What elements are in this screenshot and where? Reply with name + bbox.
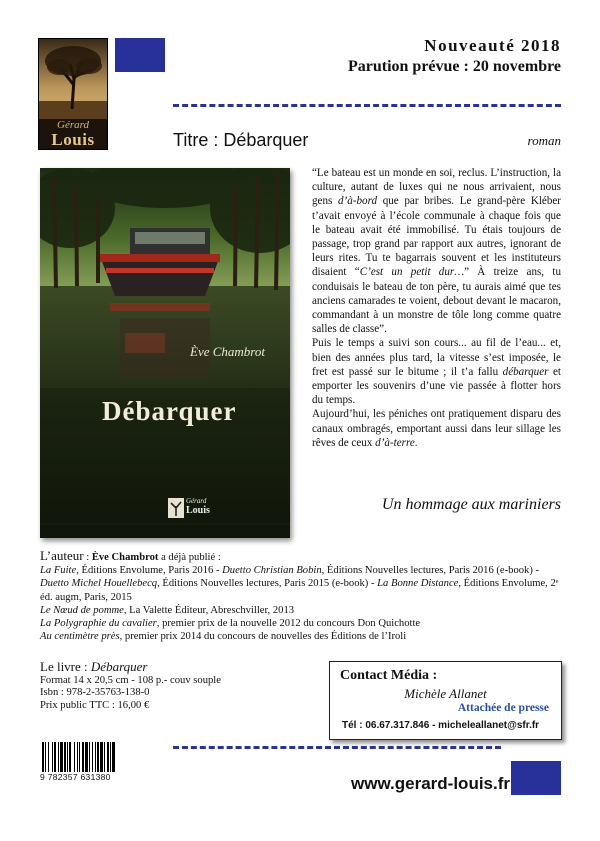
decorative-square-top xyxy=(115,38,165,72)
contact-name: Michèle Allanet xyxy=(404,686,487,701)
cover-publisher-small: Gérard xyxy=(186,497,207,505)
excerpt-paragraph-2: Puis le temps a suivi son cours... au fil de l’eau... et, bien des années plus tard, la vitesse s’est imposée, le fret est passé sur le bitume ; il t’a fallu débarquer et emporter les souvenirs d’une vie passée à flotter hors du temps. xyxy=(312,337,561,407)
excerpt-paragraph-1: “Le bateau est un monde en soi, reclus. L’instruction, la culture, autant de luxes qui ne nous arrivaient, nous gens d’à-bord que par bribes. Le grand-père Kléber t’avait envoyé à l’école communale à chaque fois que le bateau avait été immobilisé. Tu étais toujours de passage, trop grand par rapport aux autres, ignorant de leurs rites. Tu te bagarrais souvent et les instituteurs disaient “C’est un petit dur…” À treize ans, tu conduisais le bateau de ton père, tu aurais aimé que tes anciens camarades te voient, debout devant le macaron, commandant à un monstre de tôle long comme quatre salles de classe”. xyxy=(312,167,561,336)
nouveaute-heading: Nouveauté 2018 xyxy=(424,36,561,55)
logo-text-gerard: Gérard xyxy=(57,119,89,131)
bibliography-line-1: La Fuite, Éditions Envolume, Paris 2016 - Duetto Christian Bobin, Éditions Nouvelles lectures, Paris 2016 (e-book) - Duetto Michel Houellebecq, Éditions Nouvelles lectures, Paris 2015 (e-book) - La Bonne Distance, Éditions Envolume, 2ᵉ éd. augm, Paris, 2015 xyxy=(40,565,559,603)
barcode-icon xyxy=(40,742,150,772)
tree-logo-icon xyxy=(39,39,107,119)
publisher-tree-icon xyxy=(168,498,184,518)
publisher-logo xyxy=(38,38,108,150)
divider-dashed-top xyxy=(173,104,561,107)
divider-dashed-bottom xyxy=(173,746,501,749)
book-details xyxy=(40,661,300,712)
book-format: Format 14 x 20,5 cm - 108 p.- couv souple xyxy=(40,674,221,686)
cover-title: Débarquer xyxy=(102,396,237,426)
contact-role: Attachée de presse xyxy=(457,702,549,714)
book-details-heading: Le livre : Débarquer xyxy=(40,659,148,674)
book-title-label: Titre : Débarquer xyxy=(173,130,309,150)
logo-text-louis: Louis xyxy=(51,130,95,149)
author-heading: L’auteur : Ève Chambrot a déjà publié : xyxy=(40,548,221,563)
barcode-number: 9 782357 631380 xyxy=(40,772,111,782)
website-link[interactable]: www.gerard-louis.fr xyxy=(351,774,511,793)
bibliography-line-3: La Polygraphie du cavalier, premier prix de la nouvelle 2012 du concours Don Quichotte xyxy=(40,618,421,630)
book-excerpt xyxy=(312,166,561,450)
cover-author-name: Ève Chambrot xyxy=(190,344,265,359)
media-contact-box xyxy=(329,661,562,740)
contact-phone-email: Tél : 06.67.317.846 - micheleallanet@sfr.fr xyxy=(342,720,540,731)
parution-date: Parution prévue : 20 novembre xyxy=(347,58,561,75)
genre-label: roman xyxy=(527,133,561,148)
tagline: Un hommage aux mariniers xyxy=(381,496,561,513)
excerpt-paragraph-3: Aujourd’hui, les péniches ont pratiquement disparu des canaux ombragés, emportant aussi dans leur sillage les rêves de ceux d’à-terre. xyxy=(312,408,561,449)
author-bibliography xyxy=(40,549,560,643)
cover-publisher-big: Louis xyxy=(186,505,210,516)
book-cover-image xyxy=(40,168,290,538)
bibliography-line-4: Au centimètre près, premier prix 2014 du concours de nouvelles des Éditions de l’Iroli xyxy=(40,631,407,643)
contact-title: Contact Média : xyxy=(340,668,438,683)
book-isbn: Isbn : 978-2-35763-138-0 xyxy=(40,687,150,698)
book-price: Prix public TTC : 16,00 € xyxy=(40,699,150,711)
bibliography-line-2: Le Nœud de pomme, La Valette Éditeur, Abreschviller, 2013 xyxy=(40,604,295,616)
decorative-square-bottom xyxy=(511,761,561,795)
